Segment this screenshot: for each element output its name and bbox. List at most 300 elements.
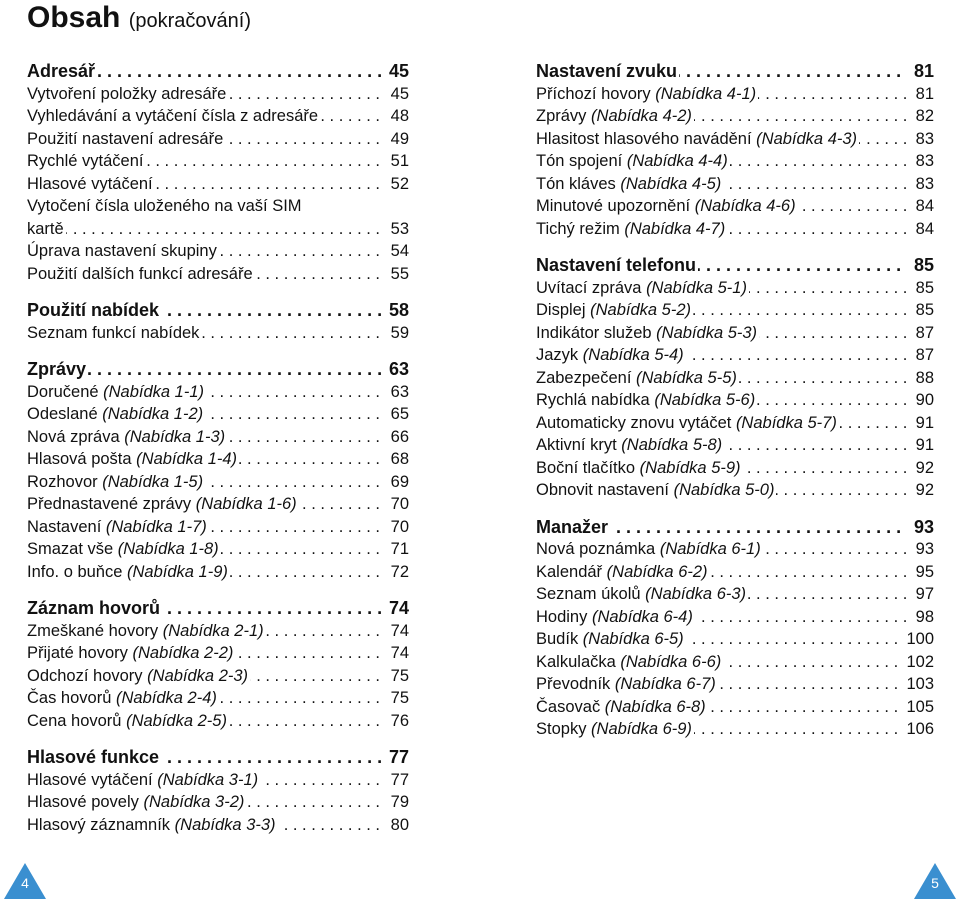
toc-entry-page-number: 102 xyxy=(903,651,934,674)
toc-entry-page-number: 87 xyxy=(913,344,934,367)
toc-entry-page-number: 53 xyxy=(388,218,409,241)
toc-entry-page-number: 81 xyxy=(913,83,934,106)
toc-entry[interactable] xyxy=(27,448,409,471)
toc-entry[interactable] xyxy=(27,665,409,688)
toc-entry-title: Kalendář xyxy=(536,562,603,581)
toc-section-heading[interactable] xyxy=(536,516,934,539)
toc-entry-menu-ref: (Nabídka 1-7) xyxy=(105,517,207,536)
toc-entry-label xyxy=(27,473,205,491)
toc-entry-page-number: 93 xyxy=(911,516,934,539)
toc-entry-title: Tón spojení xyxy=(536,152,623,170)
toc-entry[interactable] xyxy=(536,651,934,674)
toc-entry-label xyxy=(536,220,727,238)
toc-entry[interactable] xyxy=(536,457,934,480)
toc-entry-label xyxy=(536,436,724,454)
toc-entry[interactable] xyxy=(536,128,934,151)
toc-entry-title: Zprávy xyxy=(27,359,87,379)
toc-entry[interactable] xyxy=(536,718,934,741)
toc-entry-menu-ref: (Nabídka 5-5) xyxy=(636,368,737,387)
toc-entry-title: Tón kláves xyxy=(536,174,616,193)
toc-entry-page-number: 91 xyxy=(913,434,934,457)
toc-left-column xyxy=(27,60,409,836)
toc-entry-title: kartě xyxy=(27,219,64,238)
toc-entry-title: Vytvoření položky adresáře xyxy=(27,84,227,103)
toc-entry-menu-ref: (Nabídka 1-6) xyxy=(195,495,297,513)
toc-entry-label xyxy=(536,301,693,319)
toc-entry-menu-ref: (Nabídka 1-3) xyxy=(124,427,226,446)
section-gap xyxy=(27,285,409,299)
toc-entry-title: Minutové upozornění xyxy=(536,197,691,215)
toc-section-heading[interactable] xyxy=(27,299,409,322)
toc-entry-title: Rozhovor xyxy=(27,472,98,491)
section-gap xyxy=(27,344,409,358)
toc-entry-menu-ref: (Nabídka 5-8) xyxy=(621,436,723,454)
toc-entry-menu-ref: (Nabídka 3-2) xyxy=(143,793,245,811)
toc-entry-page-number: 83 xyxy=(913,128,934,151)
toc-entry-page-number: 74 xyxy=(388,642,409,665)
toc-entry-title: Vytočení čísla uloženého na vaší SIM xyxy=(27,197,302,215)
toc-right-column xyxy=(536,60,934,741)
toc-entry-label xyxy=(536,517,610,537)
dot-leader xyxy=(27,218,381,241)
toc-entry-label xyxy=(27,85,228,103)
toc-entry-page-number: 98 xyxy=(913,606,934,629)
toc-entry-menu-ref: (Nabídka 1-8) xyxy=(117,540,219,558)
toc-entry-label xyxy=(27,383,206,401)
toc-entry-label xyxy=(536,107,694,125)
toc-entry[interactable] xyxy=(27,687,409,710)
toc-entry-title: Stopky xyxy=(536,720,587,738)
toc-entry-label xyxy=(536,346,686,364)
toc-section-heading[interactable] xyxy=(536,60,934,83)
toc-entry-menu-ref: (Nabídka 5-1) xyxy=(646,278,747,297)
toc-entry-menu-ref: (Nabídka 3-3) xyxy=(174,815,276,834)
page-number-right: 5 xyxy=(931,875,939,891)
toc-entry-page-number: 103 xyxy=(903,673,934,696)
toc-entry-menu-ref: (Nabídka 1-9) xyxy=(127,562,228,581)
toc-entry-label xyxy=(536,585,748,603)
toc-entry-page-number: 85 xyxy=(911,254,934,277)
toc-entry-label xyxy=(536,563,710,581)
toc-entry-page-number: 49 xyxy=(388,128,409,151)
toc-entry[interactable] xyxy=(536,561,934,584)
toc-entry-label xyxy=(536,540,763,558)
toc-entry-menu-ref: (Nabídka 1-2) xyxy=(102,405,204,423)
toc-entry-page-number: 92 xyxy=(913,479,934,502)
toc-entry-label xyxy=(27,563,230,581)
toc-entry-menu-ref: (Nabídka 4-2) xyxy=(591,107,692,125)
title-sub: (pokračování) xyxy=(128,10,251,32)
toc-section-heading[interactable] xyxy=(27,746,409,769)
toc-entry-label xyxy=(536,608,695,626)
toc-entry-title: Hlasové funkce xyxy=(27,747,160,767)
toc-entry-page-number: 93 xyxy=(913,538,934,561)
toc-entry-page-number: 75 xyxy=(388,665,409,688)
toc-entry[interactable] xyxy=(27,173,409,196)
toc-entry-page-number: 81 xyxy=(911,60,934,83)
toc-entry-label xyxy=(27,130,225,148)
toc-entry-title: Nová zpráva xyxy=(27,427,120,446)
toc-entry[interactable] xyxy=(27,322,409,345)
toc-entry-title: Indikátor služeb xyxy=(536,323,652,342)
toc-entry[interactable] xyxy=(27,195,409,218)
toc-entry-page-number: 85 xyxy=(913,299,934,322)
toc-entry-label xyxy=(536,630,686,648)
toc-entry-menu-ref: (Nabídka 2-2) xyxy=(132,644,234,662)
toc-entry-title: Hlasové povely xyxy=(27,793,139,811)
toc-entry-page-number: 75 xyxy=(388,687,409,710)
page-number-badge-left xyxy=(2,861,48,901)
toc-entry-label xyxy=(536,61,679,81)
toc-entry-menu-ref: (Nabídka 4-1) xyxy=(655,84,757,103)
toc-entry-label xyxy=(536,459,743,477)
title-main: Obsah xyxy=(27,1,121,34)
page-number-left: 4 xyxy=(21,875,29,891)
toc-entry-title: Hlasové vytáčení xyxy=(27,174,153,193)
toc-entry-title: Čas hovorů xyxy=(27,689,112,707)
toc-entry-label xyxy=(536,414,839,432)
toc-entry[interactable] xyxy=(536,583,934,606)
page-title xyxy=(27,0,251,39)
toc-entry-menu-ref: (Nabídka 5-3) xyxy=(656,323,758,342)
toc-entry[interactable] xyxy=(27,150,409,173)
toc-entry[interactable] xyxy=(27,516,409,539)
toc-entry[interactable] xyxy=(27,769,409,792)
toc-entry-title: Odchozí hovory xyxy=(27,666,143,685)
toc-entry-label xyxy=(27,793,246,811)
toc-entry-title: Zmeškané hovory xyxy=(27,621,159,640)
toc-entry[interactable] xyxy=(536,367,934,390)
toc-entry[interactable] xyxy=(536,83,934,106)
toc-entry-page-number: 88 xyxy=(913,367,934,390)
toc-entry-menu-ref: (Nabídka 6-8) xyxy=(604,697,706,716)
toc-entry-page-number: 97 xyxy=(913,583,934,606)
toc-entry[interactable] xyxy=(27,240,409,263)
toc-entry-title: Seznam funkcí nabídek xyxy=(27,323,200,342)
toc-entry-menu-ref: (Nabídka 6-4) xyxy=(591,607,693,626)
toc-entry[interactable] xyxy=(536,150,934,173)
toc-entry-page-number: 72 xyxy=(388,561,409,584)
toc-entry-label xyxy=(536,481,776,499)
toc-entry-label xyxy=(27,495,299,513)
toc-entry-label xyxy=(27,197,304,215)
toc-entry-label xyxy=(536,391,757,409)
toc-entry-menu-ref: (Nabídka 5-4) xyxy=(582,346,684,364)
toc-entry-label xyxy=(27,300,161,320)
toc-entry-page-number: 58 xyxy=(386,299,409,322)
toc-entry-title: Smazat vše xyxy=(27,540,114,558)
toc-entry-label xyxy=(27,242,219,260)
toc-entry-page-number: 45 xyxy=(386,60,409,83)
toc-entry-label xyxy=(27,689,219,707)
toc-entry-title: Seznam úkolů xyxy=(536,585,641,603)
toc-entry-label xyxy=(27,598,162,618)
toc-entry-title: Hodiny xyxy=(536,607,588,626)
toc-entry-menu-ref: (Nabídka 2-3) xyxy=(147,666,249,685)
toc-entry-label xyxy=(27,61,97,81)
toc-entry-page-number: 45 xyxy=(388,83,409,106)
toc-entry-title: Odeslané xyxy=(27,405,98,423)
toc-entry[interactable] xyxy=(27,561,409,584)
toc-entry-page-number: 105 xyxy=(903,696,934,719)
toc-entry-label xyxy=(27,405,205,423)
toc-entry-label xyxy=(536,152,730,170)
toc-entry-page-number: 87 xyxy=(913,322,934,345)
toc-entry-page-number: 52 xyxy=(388,173,409,196)
toc-entry[interactable] xyxy=(536,538,934,561)
toc-entry-title: Manažer xyxy=(536,516,609,537)
toc-entry[interactable] xyxy=(27,218,409,241)
toc-section-heading[interactable] xyxy=(27,358,409,381)
toc-entry-label xyxy=(27,324,201,342)
toc-entry-label xyxy=(27,220,66,238)
toc-entry-label xyxy=(27,152,145,170)
toc-entry-title: Boční tlačítko xyxy=(536,458,636,477)
toc-entry-title: Přijaté hovory xyxy=(27,644,128,662)
toc-entry-page-number: 80 xyxy=(388,814,409,837)
toc-entry-menu-ref: (Nabídka 3-1) xyxy=(157,770,259,789)
toc-entry-label xyxy=(27,175,155,193)
toc-entry-title: Příchozí hovory xyxy=(536,84,651,103)
toc-entry-title: Nastavení zvuku xyxy=(536,61,678,81)
toc-entry-label xyxy=(27,107,320,125)
toc-entry[interactable] xyxy=(27,814,409,837)
toc-entry-label xyxy=(536,698,708,716)
toc-entry-menu-ref: (Nabídka 2-4) xyxy=(115,689,217,707)
toc-entry[interactable] xyxy=(536,105,934,128)
toc-entry-label xyxy=(27,428,227,446)
toc-entry-page-number: 92 xyxy=(913,457,934,480)
toc-entry-title: Hlasitost hlasového navádění xyxy=(536,129,752,148)
toc-entry-page-number: 68 xyxy=(388,448,409,471)
toc-entry-menu-ref: (Nabídka 4-5) xyxy=(620,174,722,193)
toc-entry-menu-ref: (Nabídka 6-2) xyxy=(606,562,708,581)
toc-entry-page-number: 63 xyxy=(388,381,409,404)
toc-entry-title: Rychlé vytáčení xyxy=(27,152,144,170)
toc-entry-title: Doručené xyxy=(27,382,99,401)
section-gap xyxy=(27,583,409,597)
toc-entry-page-number: 100 xyxy=(903,628,934,651)
toc-entry[interactable] xyxy=(536,299,934,322)
toc-entry-page-number: 55 xyxy=(388,263,409,286)
toc-entry-page-number: 84 xyxy=(913,218,934,241)
toc-entry-page-number: 83 xyxy=(913,173,934,196)
toc-entry[interactable] xyxy=(27,620,409,643)
toc-entry[interactable] xyxy=(536,218,934,241)
toc-entry-label xyxy=(536,369,739,387)
toc-entry-label xyxy=(536,255,698,275)
toc-entry-menu-ref: (Nabídka 6-9) xyxy=(591,720,692,738)
toc-entry-label xyxy=(27,816,278,834)
toc-entry-page-number: 91 xyxy=(913,412,934,435)
toc-entry[interactable] xyxy=(27,538,409,561)
toc-entry-label xyxy=(536,720,694,738)
toc-entry-page-number: 77 xyxy=(388,769,409,792)
toc-entry-label xyxy=(536,324,759,342)
toc-entry-page-number: 51 xyxy=(388,150,409,173)
toc-entry[interactable] xyxy=(27,128,409,151)
toc-entry-title: Tichý režim xyxy=(536,219,620,238)
toc-entry-title: Uvítací zpráva xyxy=(536,278,642,297)
toc-entry-label xyxy=(27,667,250,685)
toc-entry-menu-ref: (Nabídka 6-7) xyxy=(614,675,716,693)
toc-entry-title: Převodník xyxy=(536,675,611,693)
toc-entry-page-number: 71 xyxy=(388,538,409,561)
toc-entry-page-number: 82 xyxy=(913,105,934,128)
toc-entry-menu-ref: (Nabídka 5-6) xyxy=(654,391,756,409)
toc-entry-page-number: 70 xyxy=(388,493,409,516)
toc-entry-menu-ref: (Nabídka 2-5) xyxy=(126,711,227,730)
toc-entry-label xyxy=(27,540,221,558)
toc-entry-page-number: 90 xyxy=(913,389,934,412)
toc-entry-menu-ref: (Nabídka 5-0) xyxy=(673,481,775,499)
toc-entry-title: Nastavení xyxy=(27,517,102,536)
toc-entry-label xyxy=(536,197,798,215)
toc-entry-page-number: 76 xyxy=(388,710,409,733)
toc-entry[interactable] xyxy=(27,493,409,516)
toc-entry-label xyxy=(536,653,723,671)
section-gap xyxy=(27,732,409,746)
toc-entry[interactable] xyxy=(536,344,934,367)
toc-entry-menu-ref: (Nabídka 6-1) xyxy=(659,540,761,558)
toc-entry-title: Jazyk xyxy=(536,346,579,364)
toc-entry-menu-ref: (Nabídka 4-3) xyxy=(756,129,858,148)
toc-entry-title: Hlasové vytáčení xyxy=(27,770,153,789)
toc-section-heading[interactable] xyxy=(27,597,409,620)
toc-entry-page-number: 54 xyxy=(388,240,409,263)
toc-entry[interactable] xyxy=(27,642,409,665)
toc-entry[interactable] xyxy=(27,381,409,404)
toc-entry-title: Zabezpečení xyxy=(536,368,632,387)
toc-entry-title: Hlasová pošta xyxy=(27,450,132,468)
toc-entry-title: Hlasový záznamník xyxy=(27,815,171,834)
toc-entry-title: Použití dalších funkcí adresáře xyxy=(27,264,253,283)
toc-entry-title: Budík xyxy=(536,630,579,648)
toc-entry-title: Záznam hovorů xyxy=(27,598,161,618)
section-gap xyxy=(536,240,934,254)
toc-entry[interactable] xyxy=(536,628,934,651)
toc-entry[interactable] xyxy=(27,710,409,733)
toc-entry-menu-ref: (Nabídka 6-3) xyxy=(645,585,747,603)
toc-entry-label xyxy=(536,130,859,148)
toc-entry-page-number: 84 xyxy=(913,195,934,218)
toc-entry[interactable] xyxy=(536,322,934,345)
toc-entry-page-number: 85 xyxy=(913,277,934,300)
toc-entry[interactable] xyxy=(27,105,409,128)
toc-entry-label xyxy=(536,279,749,297)
toc-entry-menu-ref: (Nabídka 1-4) xyxy=(136,450,238,468)
toc-entry-title: Displej xyxy=(536,301,586,319)
toc-entry[interactable] xyxy=(536,434,934,457)
toc-entry-menu-ref: (Nabídka 6-5) xyxy=(582,630,684,648)
toc-entry-label xyxy=(27,644,235,662)
toc-entry-menu-ref: (Nabídka 5-9) xyxy=(639,458,741,477)
toc-entry-title: Aktivní kryt xyxy=(536,436,617,454)
toc-entry[interactable] xyxy=(536,389,934,412)
toc-entry-menu-ref: (Nabídka 4-4) xyxy=(626,152,728,170)
toc-entry-page-number: 48 xyxy=(388,105,409,128)
toc-entry-title: Nová poznámka xyxy=(536,540,656,558)
page-number-badge-right xyxy=(912,861,958,901)
toc-entry[interactable] xyxy=(27,471,409,494)
toc-entry-title: Časovač xyxy=(536,697,601,716)
toc-entry-label xyxy=(27,712,229,730)
toc-entry-title: Cena hovorů xyxy=(27,711,122,730)
toc-entry-label xyxy=(27,747,161,767)
toc-entry-title: Použití nastavení adresáře xyxy=(27,129,224,148)
toc-entry-label xyxy=(27,359,88,379)
toc-entry[interactable] xyxy=(536,606,934,629)
toc-entry-page-number: 106 xyxy=(903,718,934,741)
toc-entry-title: Kalkulačka xyxy=(536,652,616,671)
toc-entry-menu-ref: (Nabídka 5-2) xyxy=(590,301,692,319)
toc-entry-page-number: 59 xyxy=(388,322,409,345)
toc-entry-title: Automaticky znovu vytáčet xyxy=(536,413,732,432)
toc-entry-page-number: 65 xyxy=(388,403,409,426)
toc-entry-page-number: 74 xyxy=(386,597,409,620)
toc-entry-label xyxy=(27,518,209,536)
toc-entry-menu-ref: (Nabídka 1-5) xyxy=(102,472,204,491)
toc-entry-menu-ref: (Nabídka 5-7) xyxy=(735,413,837,432)
toc-section-heading[interactable] xyxy=(536,254,934,277)
toc-entry[interactable] xyxy=(27,791,409,814)
toc-entry[interactable] xyxy=(27,403,409,426)
toc-entry-page-number: 69 xyxy=(388,471,409,494)
toc-entry-title: Zprávy xyxy=(536,107,587,125)
toc-entry[interactable] xyxy=(27,263,409,286)
toc-entry-label xyxy=(536,675,718,693)
toc-entry-label xyxy=(27,771,260,789)
toc-entry[interactable] xyxy=(536,277,934,300)
toc-entry-title: Info. o buňce xyxy=(27,562,123,581)
toc-entry-title: Použití nabídek xyxy=(27,300,160,320)
toc-entry-menu-ref: (Nabídka 4-7) xyxy=(624,219,726,238)
toc-entry[interactable] xyxy=(27,426,409,449)
toc-entry-title: Úprava nastavení skupiny xyxy=(27,242,217,260)
toc-entry-label xyxy=(27,450,239,468)
toc-entry-page-number: 66 xyxy=(388,426,409,449)
section-gap xyxy=(536,502,934,516)
toc-entry[interactable] xyxy=(536,479,934,502)
toc-entry-page-number: 79 xyxy=(388,791,409,814)
toc-entry[interactable] xyxy=(536,173,934,196)
toc-entry-page-number: 95 xyxy=(913,561,934,584)
toc-entry-label xyxy=(27,265,255,283)
toc-entry-title: Adresář xyxy=(27,61,96,81)
toc-entry[interactable] xyxy=(536,412,934,435)
toc-entry[interactable] xyxy=(536,195,934,218)
toc-entry-page-number: 83 xyxy=(913,150,934,173)
toc-entry-page-number: 63 xyxy=(386,358,409,381)
toc-entry-title: Vyhledávání a vytáčení čísla z adresáře xyxy=(27,107,319,125)
toc-entry-title: Rychlá nabídka xyxy=(536,391,650,409)
toc-entry-menu-ref: (Nabídka 2-1) xyxy=(162,621,264,640)
toc-entry-title: Přednastavené zprávy xyxy=(27,495,192,513)
toc-entry-page-number: 74 xyxy=(388,620,409,643)
toc-entry-label xyxy=(536,175,723,193)
toc-entry[interactable] xyxy=(536,696,934,719)
toc-entry-menu-ref: (Nabídka 6-6) xyxy=(620,652,722,671)
toc-entry[interactable] xyxy=(27,83,409,106)
toc-section-heading[interactable] xyxy=(27,60,409,83)
toc-entry-menu-ref: (Nabídka 1-1) xyxy=(103,382,205,401)
toc-entry-label xyxy=(27,622,266,640)
toc-entry-menu-ref: (Nabídka 4-6) xyxy=(694,197,796,215)
toc-entry-title: Obnovit nastavení xyxy=(536,481,669,499)
toc-entry-page-number: 70 xyxy=(388,516,409,539)
toc-entry-label xyxy=(536,85,758,103)
toc-entry[interactable] xyxy=(536,673,934,696)
